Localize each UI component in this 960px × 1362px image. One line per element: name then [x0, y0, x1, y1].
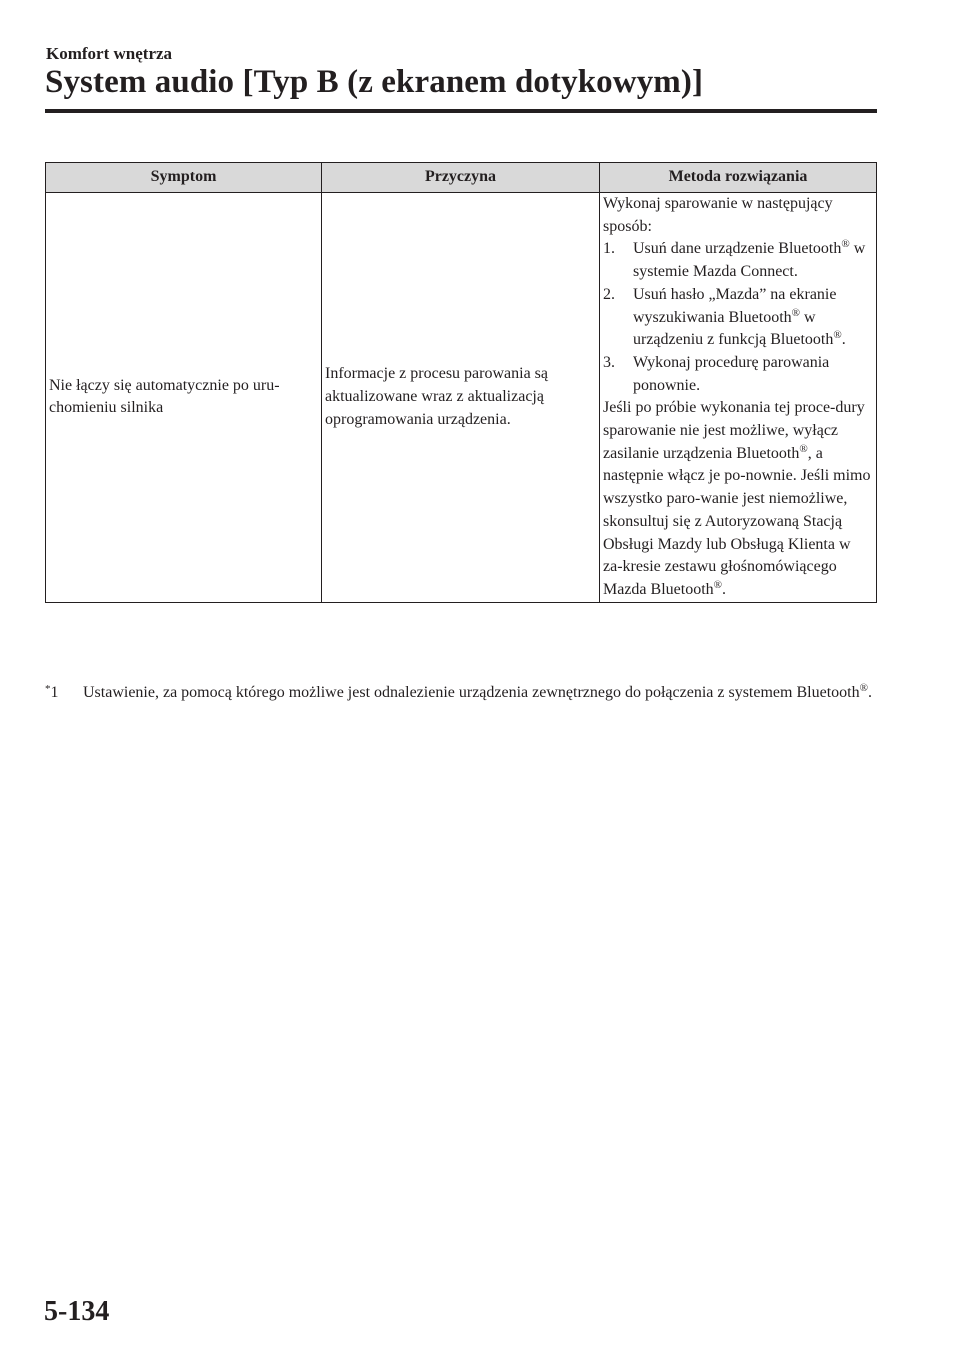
step-number: 2.: [603, 285, 615, 303]
solution-step-3: [603, 352, 873, 397]
cause-cell: Informacje z procesu parowania są aktualizowane wraz z aktualizacją oprogramowania urządzenia.: [322, 193, 600, 603]
solution-step-1: [603, 238, 873, 283]
footnote-marker: *1: [45, 683, 59, 701]
step-text: Usuń hasło „Mazda” na ekranie wyszukiwania Bluetooth® w urządzeniu z funkcją Bluetooth®.: [633, 285, 846, 349]
column-header-solution: Metoda rozwiązania: [600, 163, 877, 193]
step-text: Wykonaj procedurę parowania ponownie.: [633, 353, 830, 394]
column-header-symptom: Symptom: [46, 163, 322, 193]
page-title: System audio [Typ B (z ekranem dotykowym)]: [45, 64, 704, 100]
registered-mark: ®: [833, 329, 842, 342]
footnote: [45, 681, 885, 705]
title-divider: [45, 109, 877, 113]
solution-step-2: [603, 284, 873, 352]
symptom-cell: Nie łączy się automatycznie po uru-chomieniu silnika: [46, 193, 322, 603]
step-number: 1.: [603, 240, 615, 258]
solution-cell: [600, 193, 877, 603]
solution-intro: Wykonaj sparowanie w następujący sposób:: [603, 195, 833, 235]
registered-mark: ®: [791, 306, 800, 319]
solution-followup: Jeśli po próbie wykonania tej proce-dury sparowanie nie jest możliwe, wyłącz zasilanie urządzenia Bluetooth®, a następnie włącz je po-nownie. Jeśli mimo wszystko paro-wanie jest niemożliwe, skonsultuj się z Autoryzowaną Stacją Obsługi Mazdy lub Obsługą Klienta w za-kresie zestawu głośnomówiącego Mazda Bluetooth®.: [603, 399, 871, 598]
registered-mark: ®: [859, 682, 868, 694]
troubleshooting-table: [45, 162, 877, 603]
page-number: 5-134: [44, 1296, 110, 1327]
table-header-row: [46, 163, 877, 193]
registered-mark: ®: [841, 238, 850, 251]
step-number: 3.: [603, 353, 615, 371]
registered-mark: ®: [713, 578, 722, 591]
step-text: Usuń dane urządzenie Bluetooth® w systemie Mazda Connect.: [633, 238, 866, 281]
footnote-text: Ustawienie, za pomocą którego możliwe jest odnalezienie urządzenia zewnętrznego do połączenia z systemem Bluetooth®.: [83, 682, 872, 701]
solution-steps: [603, 238, 873, 397]
column-header-cause: Przyczyna: [322, 163, 600, 193]
registered-mark: ®: [799, 442, 808, 455]
table-row: [46, 193, 877, 603]
section-label: Komfort wnętrza: [46, 44, 173, 63]
